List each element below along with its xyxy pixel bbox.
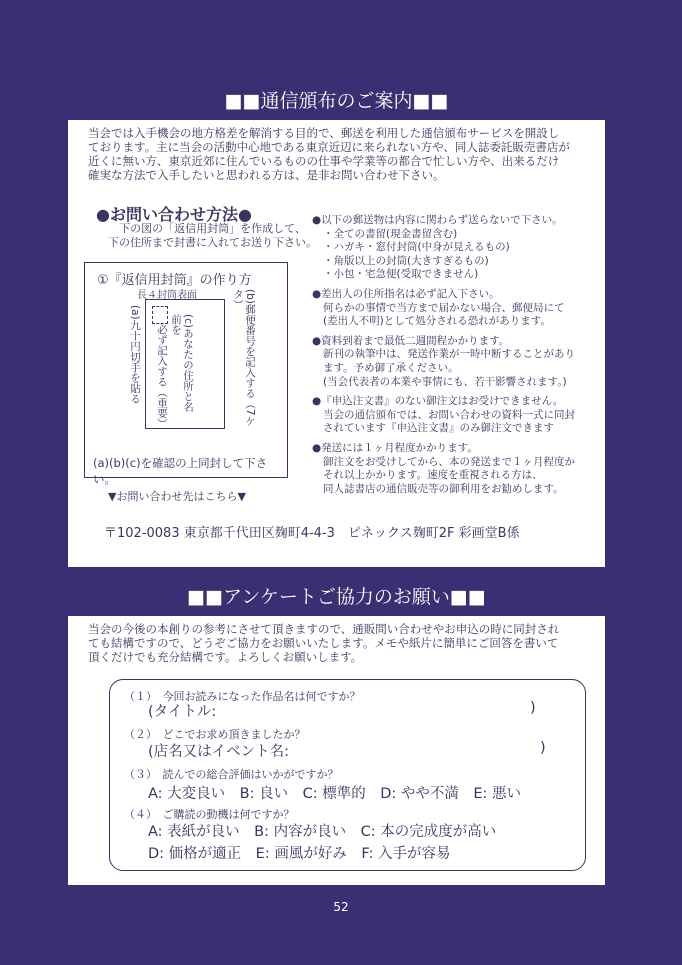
- instruction-line: 下の図の「返信用封筒」を作成して、: [119, 222, 306, 235]
- envelope-size-label: 長４封筒表面: [137, 290, 197, 301]
- survey-questions-box: [109, 679, 586, 871]
- note-group: [312, 214, 602, 282]
- stamp-placeholder-icon: [152, 306, 168, 324]
- note-line: (差出人不明)として処分される恐れがあります。: [323, 315, 551, 328]
- inquiry-instructions: [108, 222, 317, 250]
- note-line: されています『申込注文書』のみ御注文できます: [323, 422, 554, 435]
- label-b: (b)郵便番号を記入する（7ケタ）: [232, 289, 256, 427]
- note-line: ●差出人の住所指名は必ず記入下さい。: [312, 287, 500, 300]
- label-c1: (c)あなたの住所と名前を: [170, 314, 194, 412]
- survey-title: ■■アンケートご協力のお願い■■: [68, 578, 605, 618]
- note-group: [312, 442, 602, 496]
- question-4: （４） ご購読の動機は何ですか？: [124, 808, 295, 821]
- survey-panel: [68, 578, 605, 885]
- note-line: 当会の通信頒布では、お問い合わせの資料一式に同封: [323, 408, 575, 421]
- note-line: ●資料到着まで最低二週間程かかります。: [312, 334, 510, 347]
- inquiry-method-heading: ●お問い合わせ方法●: [96, 205, 252, 224]
- survey-intro: [88, 622, 598, 664]
- mailing-notes: [312, 214, 602, 502]
- answer-1-close: ): [530, 700, 536, 716]
- intro-line: 当会では入手機会の地方格差を解消する目的で、郵送を利用した通信頒布サービスを開設し: [88, 126, 560, 140]
- answer-4-motives-1: A: 表紙が良い B: 内容が良い C: 本の完成度が高い: [148, 824, 497, 840]
- mail-order-title: ■■通信頒布のご案内■■: [68, 82, 605, 122]
- note-line: ●以下の郵送物は内容に関わらず送らないで下さい。: [312, 214, 563, 226]
- intro-line: 近くに無い方、東京近郊に住んでいるものの仕事や学業等の都合で忙しい方や、出来るだけ: [88, 154, 560, 168]
- intro-line: 頂くだけでも充分結構です。よろしくお願いします。: [88, 650, 363, 664]
- contact-header: ▼お問い合わせ先はこちら▼: [108, 490, 246, 503]
- note-line: (当会代表者の本業や事情にも、若干影響されます。): [323, 375, 567, 388]
- envelope-heading: ①『返信用封筒』の作り方: [97, 273, 252, 288]
- note-line: ・全ての書留(現金書留含む): [323, 227, 458, 240]
- question-1: （１） 今回お読みになった作品名は何ですか？: [124, 690, 361, 703]
- note-group: [312, 335, 602, 389]
- mail-order-intro: [88, 126, 598, 182]
- page-number: 52: [333, 900, 349, 914]
- intro-line: 確実な方法で入手したいと思われる方は、是非お問い合わせ下さい。: [88, 168, 445, 182]
- note-line: ●『申込注文書』のない御注文はお受けできません。: [312, 395, 564, 408]
- note-line: 同人誌書店の通信販売等の御利用をお勧めします。: [323, 482, 564, 495]
- label-a: (a)九十円切手を貼る: [129, 305, 141, 404]
- note-group: [312, 288, 602, 329]
- note-line: それ以上かかります。速度を重視される方は、: [323, 469, 543, 482]
- instruction-line: 下の住所まで封書に入れてお送り下さい。: [108, 236, 317, 249]
- answer-2-store: (店名又はイベント名:: [148, 744, 290, 760]
- answer-4-motives-2: D: 価格が適正 E: 画風が好み F: 入手が容易: [148, 846, 451, 862]
- intro-line: ております。主に当会の活動中心地である東京近辺に来られない方や、同人誌委託販売書店が: [88, 140, 570, 154]
- answer-1-title: (タイトル:: [148, 704, 217, 720]
- mail-order-info-panel: [68, 82, 605, 567]
- note-line: ます。予め御了承ください。: [323, 361, 459, 374]
- confirm-note: (a)(b)(c)を確認の上同封して下さい。: [93, 456, 268, 486]
- note-line: ・角版以上の封筒(大きすぎるもの): [323, 254, 489, 267]
- note-line: ●発送には１ヶ月程度かかります。: [312, 441, 478, 454]
- question-2: （２） どこでお求め頂きましたか？: [124, 728, 306, 741]
- intro-line: 当会の今後の本創りの参考にさせて頂きますので、通販問い合わせやお申込の時に同封され: [88, 622, 560, 636]
- intro-line: ても結構ですので、どうぞご協力をお願いいたします。メモや紙片に簡単にご回答を書いて: [88, 636, 559, 650]
- envelope-outline: [145, 299, 225, 429]
- note-line: 御注文をお受けしてから、本の発送まで１ヶ月程度か: [323, 455, 575, 468]
- answer-3-ratings: A: 大変良い B: 良い C: 標準的 D: やや不満 E: 悪い: [148, 786, 522, 802]
- question-3: （３） 読んでの総合評価はいかがですか？: [124, 768, 339, 781]
- note-line: ・ハガキ・窓付封筒(中身が見えるもの): [323, 241, 510, 254]
- note-line: 何らかの事情で当方まで届かない場合、郵便局にて: [323, 301, 565, 314]
- note-line: ・小包・宅急便(受取できません): [323, 268, 479, 281]
- envelope-diagram-box: [84, 262, 288, 486]
- label-c2: 必ず記入する（重要）: [156, 324, 168, 429]
- contact-address: 〒102-0083 東京都千代田区麹町4-4-3 ピネックス麹町2F 彩画堂B係: [104, 526, 520, 541]
- note-line: 新刊の執筆中は、発送作業が一時中断することがあり: [323, 348, 575, 361]
- note-group: [312, 395, 602, 436]
- answer-2-close: ): [540, 740, 546, 756]
